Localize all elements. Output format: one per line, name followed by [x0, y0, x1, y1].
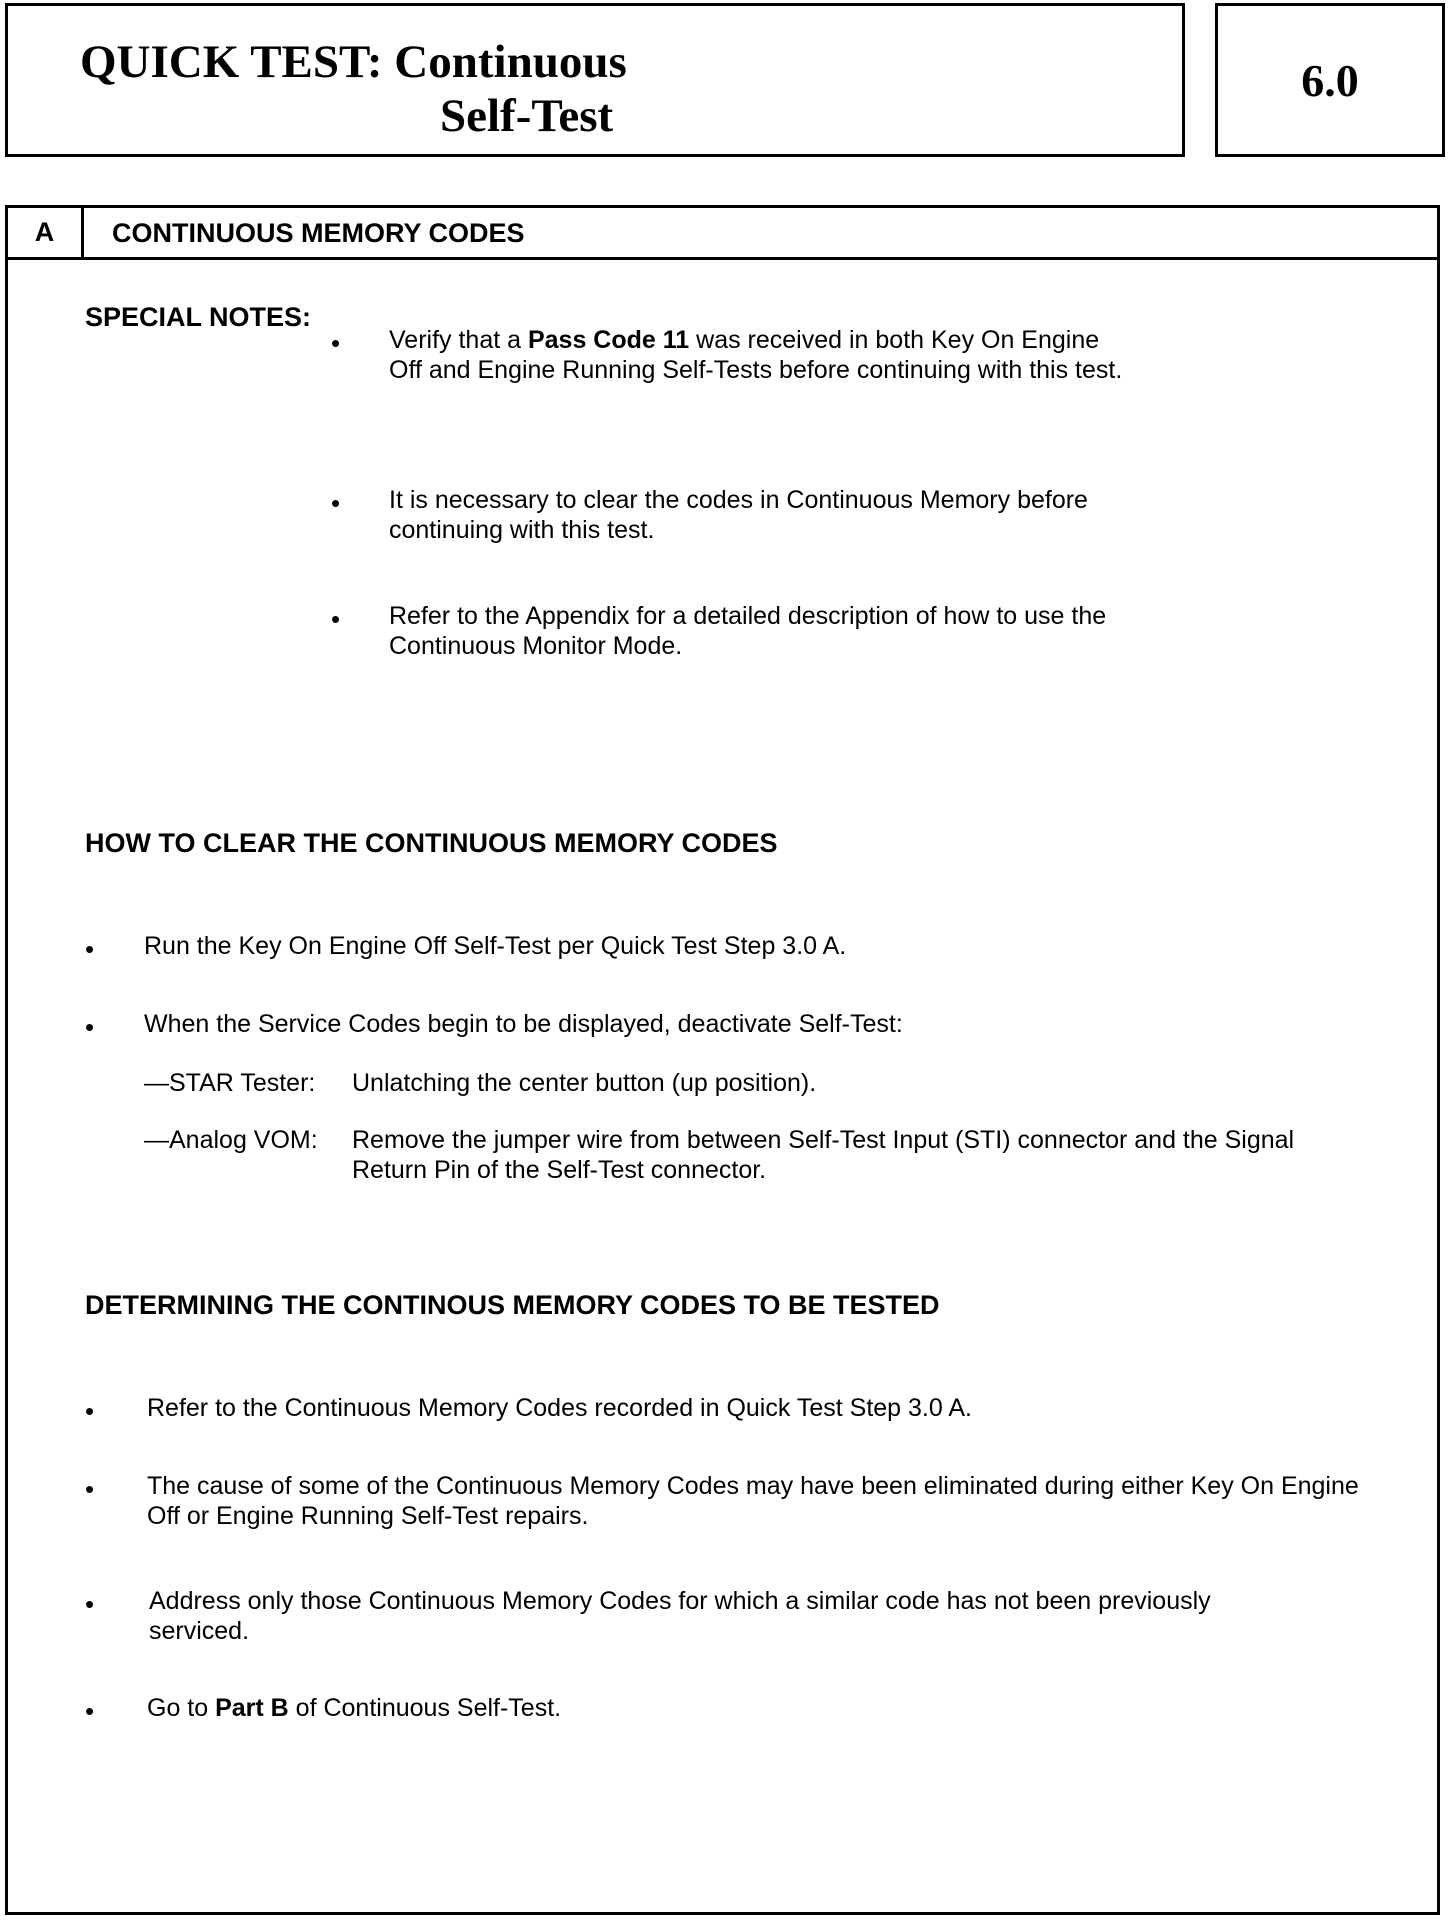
bullet-icon: •: [85, 1396, 95, 1426]
determining-item-3: Address only those Continuous Memory Codes for which a similar code has not been previously serviced.: [149, 1587, 1211, 1645]
star-tester-text: Unlatching the center button (up position).: [352, 1069, 817, 1097]
bullet-icon: •: [85, 1696, 95, 1726]
analog-vom-label: —Analog VOM:: [144, 1126, 318, 1154]
bullet-icon: •: [85, 1474, 95, 1504]
part-letter: A: [8, 208, 84, 257]
content-frame: [5, 205, 1440, 1915]
special-notes-heading: SPECIAL NOTES:: [85, 302, 312, 332]
clear-codes-heading: HOW TO CLEAR THE CONTINUOUS MEMORY CODES: [85, 828, 778, 858]
bullet-icon: •: [331, 604, 341, 634]
special-note-1: Verify that a Pass Code 11 was received in both Key On Engine Off and Engine Running Self-Tests before continuing with this test.: [389, 326, 1123, 384]
part-header: [8, 208, 1437, 260]
bullet-icon: •: [331, 488, 341, 518]
special-note-2: It is necessary to clear the codes in Continuous Memory before continuing with this test.: [389, 486, 1088, 544]
bullet-icon: •: [85, 1589, 95, 1619]
page-title-line2: Self-Test: [440, 90, 614, 142]
bullet-icon: •: [85, 934, 95, 964]
determining-item-2: The cause of some of the Continuous Memory Codes may have been eliminated during either Key On Engine Off or Engine Running Self-Test repairs.: [147, 1472, 1359, 1530]
analog-vom-text: Remove the jumper wire from between Self-Test Input (STI) connector and the Signal Return Pin of the Self-Test connector.: [352, 1126, 1295, 1184]
determining-heading: DETERMINING THE CONTINOUS MEMORY CODES TO BE TESTED: [85, 1290, 940, 1320]
bullet-icon: •: [85, 1012, 95, 1042]
determining-item-4: Go to Part B of Continuous Self-Test.: [147, 1694, 562, 1722]
title-box: [5, 3, 1185, 157]
determining-item-1: Refer to the Continuous Memory Codes recorded in Quick Test Step 3.0 A.: [147, 1394, 972, 1422]
part-b-link-text: Part B: [215, 1694, 289, 1722]
bullet-icon: •: [331, 328, 341, 358]
star-tester-label: —STAR Tester:: [144, 1069, 316, 1097]
pass-code-text: Pass Code 11: [527, 326, 690, 354]
part-title: CONTINUOUS MEMORY CODES: [112, 218, 525, 248]
section-number: 6.0: [1215, 3, 1445, 157]
special-note-3: Refer to the Appendix for a detailed description of how to use the Continuous Monitor Mode.: [389, 602, 1107, 660]
page-title-line1: QUICK TEST: Continuous: [80, 36, 627, 88]
clear-step-2: When the Service Codes begin to be displayed, deactivate Self-Test:: [144, 1010, 903, 1038]
clear-step-1: Run the Key On Engine Off Self-Test per Quick Test Step 3.0 A.: [144, 932, 847, 960]
